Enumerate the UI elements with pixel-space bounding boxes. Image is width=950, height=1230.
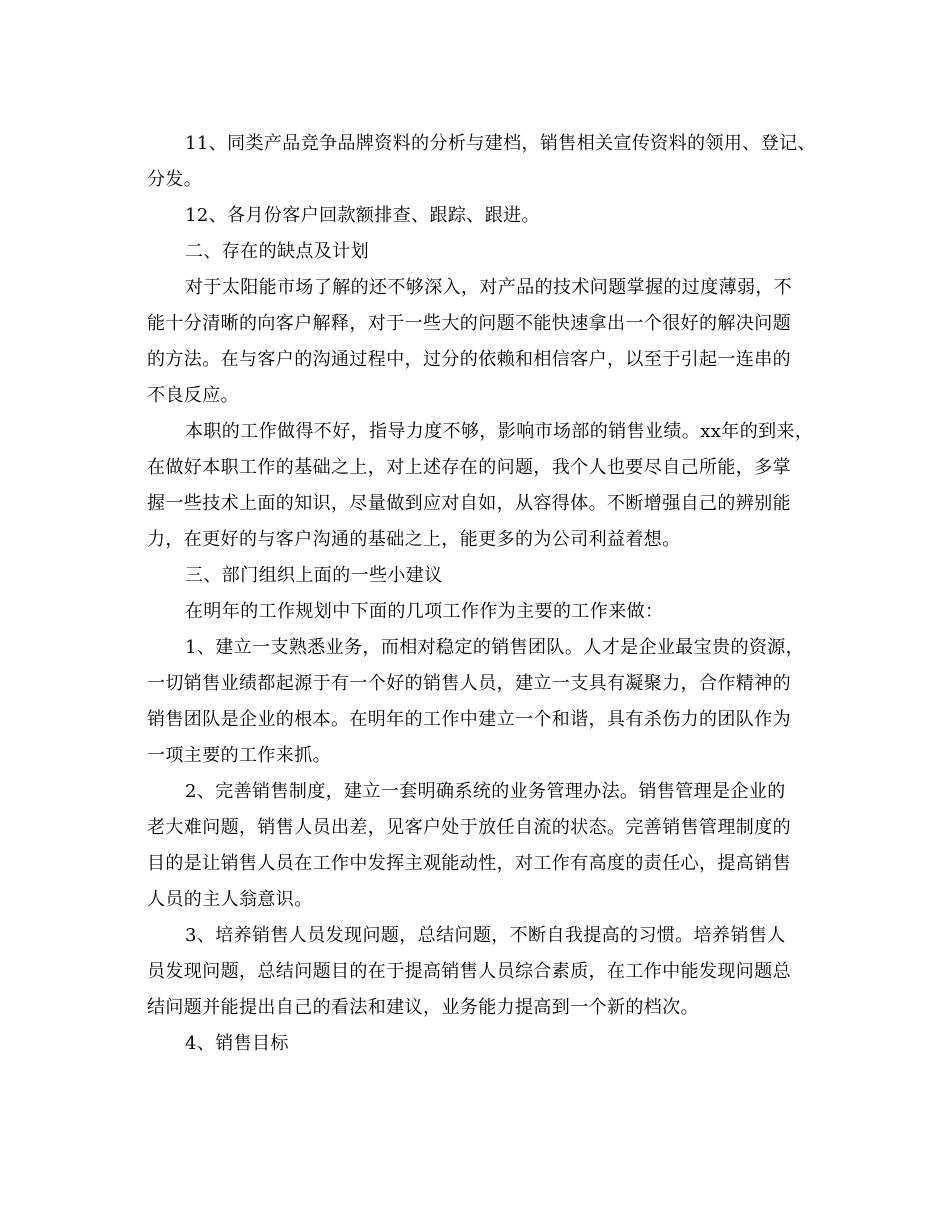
paragraph-line: 12、各月份客户回款额排查、跟踪、跟进。 [185, 205, 540, 226]
paragraph-line: 握一些技术上面的知识，尽量做到应对自如，从容得体。不断增强自己的辨别能 [147, 493, 791, 514]
paragraph-line: 员发现问题，总结问题目的在于提高销售人员综合素质，在工作中能发现问题总 [147, 961, 791, 982]
paragraph-line: 销售团队是企业的根本。在明年的工作中建立一个和谐，具有杀伤力的团队作为 [147, 709, 791, 730]
paragraph-line: 3、培养销售人员发现问题，总结问题，不断自我提高的习惯。培养销售人 [185, 925, 786, 946]
paragraph-line: 1、建立一支熟悉业务，而相对稳定的销售团队。人才是企业最宝贵的资源， [185, 637, 805, 658]
paragraph-line: 分发。 [147, 169, 203, 190]
section-heading: 三、部门组织上面的一些小建议 [185, 565, 443, 586]
paragraph-line: 一切销售业绩都起源于有一个好的销售人员，建立一支具有凝聚力，合作精神的 [147, 673, 791, 694]
paragraph-line: 能十分清晰的向客户解释，对于一些大的问题不能快速拿出一个很好的解决问题 [147, 313, 791, 334]
paragraph-line: 老大难问题，销售人员出差，见客户处于放任自流的状态。完善销售管理制度的 [147, 817, 791, 838]
paragraph-line: 在明年的工作规划中下面的几项工作作为主要的工作来做： [185, 601, 664, 622]
paragraph-line: 对于太阳能市场了解的还不够深入，对产品的技术问题掌握的过度薄弱，不 [185, 277, 793, 298]
paragraph-line: 4、销售目标 [185, 1033, 289, 1054]
paragraph-line: 的方法。在与客户的沟通过程中，过分的依赖和相信客户，以至于引起一连串的 [147, 349, 791, 370]
paragraph-line: 不良反应。 [147, 385, 239, 406]
paragraph-line: 结问题并能提出自己的看法和建议，业务能力提高到一个新的档次。 [147, 997, 699, 1018]
section-heading: 二、存在的缺点及计划 [185, 241, 369, 262]
paragraph-line: 目的是让销售人员在工作中发挥主观能动性，对工作有高度的责任心，提高销售 [147, 853, 791, 874]
paragraph-line: 人员的主人翁意识。 [147, 889, 313, 910]
paragraph-line: 2、完善销售制度，建立一套明确系统的业务管理办法。销售管理是企业的 [185, 781, 786, 802]
paragraph-line: 本职的工作做得不好，指导力度不够，影响市场部的销售业绩。xx年的到来， [185, 421, 814, 442]
paragraph-line: 11、同类产品竞争品牌资料的分析与建档，销售相关宣传资料的领用、登记、 [185, 133, 816, 154]
paragraph-line: 力，在更好的与客户沟通的基础之上，能更多的为公司利益着想。 [147, 529, 681, 550]
paragraph-line: 一项主要的工作来抓。 [147, 745, 331, 766]
paragraph-line: 在做好本职工作的基础之上，对上述存在的问题，我个人也要尽自己所能，多掌 [147, 457, 791, 478]
